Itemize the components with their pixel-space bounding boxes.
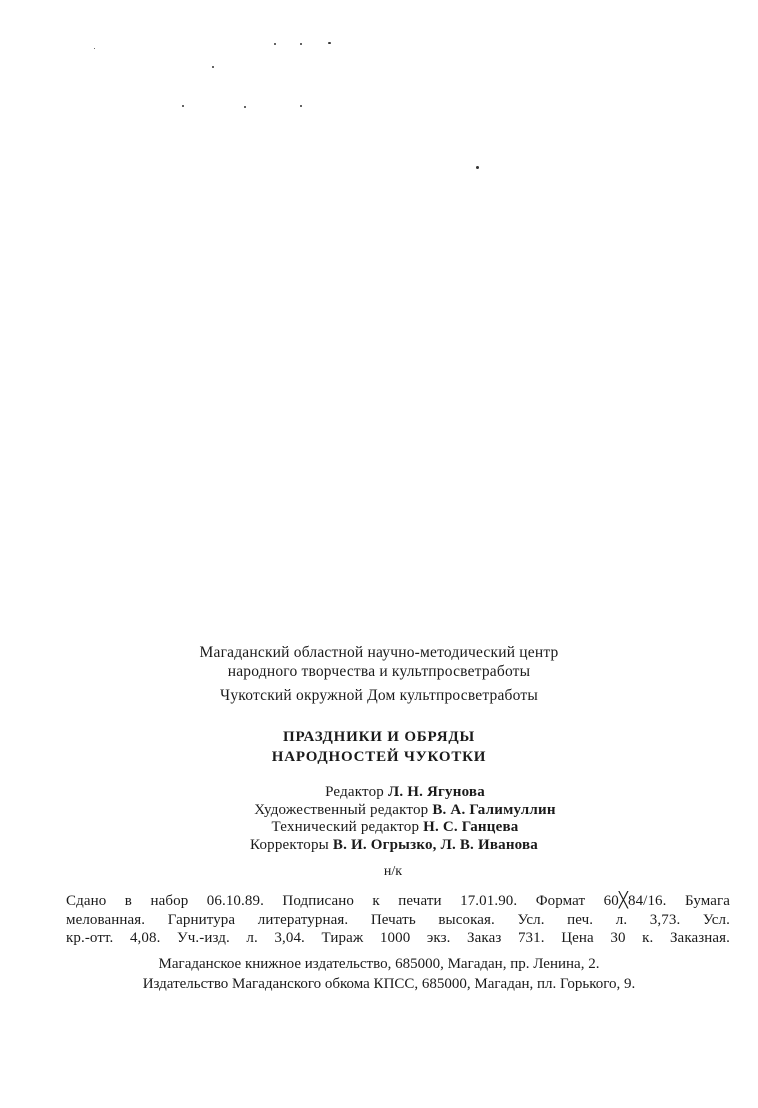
publisher-line: Магаданское книжное издательство, 685000, Магадан, пр. Ленина, 2. — [158, 956, 600, 972]
credit-proofreaders — [0, 837, 758, 855]
credit-art-editor — [0, 802, 758, 820]
credit-role: Корректоры — [249, 836, 329, 853]
credit-tech-editor — [0, 819, 758, 837]
imprint-block — [66, 892, 730, 948]
imprint-line: кр.-отт. 4,08. Уч.-изд. л. 3,04. Тираж 1000 экз. Заказ 731. Цена 30 к. Заказная. — [66, 930, 730, 946]
scan-speck — [244, 106, 246, 108]
credit-role: Художественный редактор — [254, 801, 429, 818]
organization-line: народного творчества и культпросветработы — [227, 663, 531, 680]
scan-speck — [300, 105, 302, 107]
imprint-line: мелованная. Гарнитура литературная. Печать высокая. Усл. печ. л. 3,73. Усл. — [66, 911, 730, 928]
imprint-line: Сдано в набор 06.10.89. Подписано к печати 17.01.90. Формат 60╳84/16. Бумага — [66, 893, 730, 909]
scan-speck — [328, 42, 331, 44]
publisher-block — [0, 954, 758, 994]
organization-line: Чукотский окружной Дом культпросветработы — [220, 687, 538, 704]
credit-name: Л. Н. Ягунова — [387, 784, 485, 800]
credit-name: В. И. Огрызко, Л. В. Иванова — [332, 836, 538, 853]
organization-block — [0, 643, 758, 705]
credit-name: В. А. Галимуллин — [432, 801, 556, 818]
price-mark: н/к — [383, 864, 403, 879]
credit-role: Редактор — [325, 784, 385, 800]
organization-line: Магаданский областной научно-методический центр — [199, 644, 559, 661]
credit-name: Н. С. Ганцева — [423, 819, 519, 835]
credit-editor — [0, 784, 758, 802]
scan-speck — [476, 166, 479, 169]
scan-speck — [274, 43, 276, 45]
scan-speck — [94, 48, 95, 49]
book-title — [0, 727, 758, 767]
title-line: НАРОДНОСТЕЙ ЧУКОТКИ — [271, 749, 487, 765]
scan-speck — [212, 66, 214, 68]
credit-role: Технический редактор — [271, 819, 420, 835]
credits-block — [0, 784, 758, 854]
scan-speck — [182, 105, 184, 107]
publisher-line: Издательство Магаданского обкома КПСС, 685000, Магадан, пл. Горького, 9. — [142, 976, 636, 992]
scan-speck — [300, 43, 302, 45]
title-line: ПРАЗДНИКИ И ОБРЯДЫ — [282, 729, 476, 745]
